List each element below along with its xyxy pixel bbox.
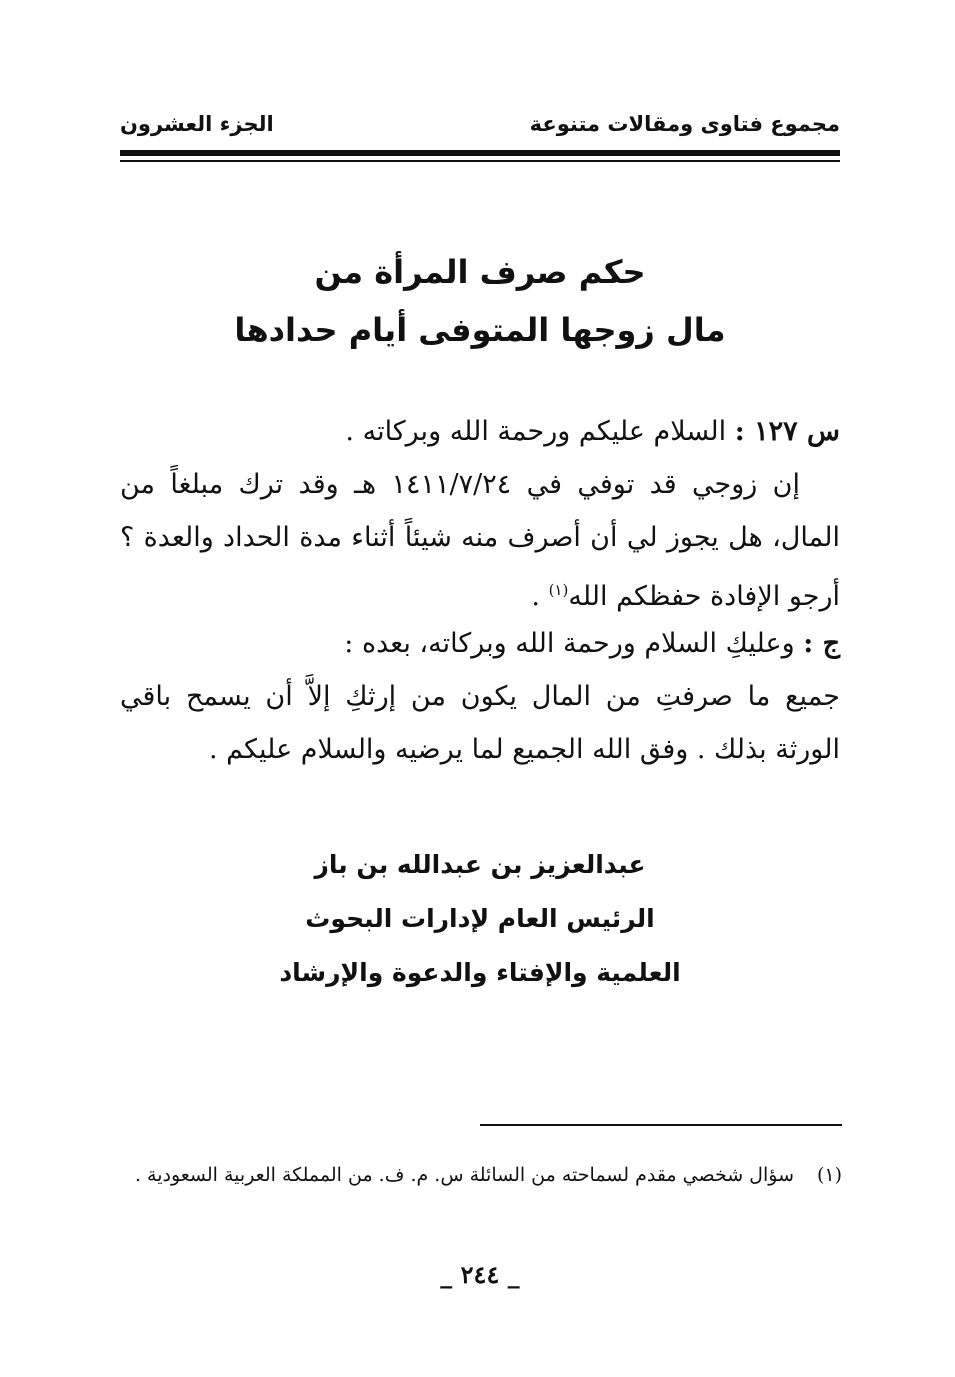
answer-greeting: وعليكِ السلام ورحمة الله وبركاته، بعده : [344, 628, 795, 659]
page-number: _ ٢٤٤ _ [440, 1260, 520, 1289]
title-line-1: حكم صرف المرأة من [314, 253, 646, 291]
fatwa-title [120, 243, 840, 359]
book-title: مجموع فتاوى ومقالات متنوعة [529, 112, 840, 136]
question-end: . [531, 581, 540, 612]
running-header [120, 112, 840, 142]
footnote-number: (١) [816, 1164, 842, 1186]
answer-heading [120, 617, 840, 670]
title-line-2: مال زوجها المتوفى أيام حدادها [234, 311, 726, 349]
signature-title-2: العلمية والإفتاء والدعوة والإرشاد [279, 958, 681, 987]
answer-label: ج : [803, 628, 840, 659]
header-rule-thin [120, 160, 840, 162]
signature-name: عبدالعزيز بن عبدالله بن باز [314, 850, 646, 879]
footnote-text: سؤال شخصي مقدم لسماحته من السائلة س. م. ف. من المملكة العربية السعودية . [134, 1164, 794, 1186]
footnote-reference: (١) [548, 581, 569, 599]
question-text: إن زوجي قد توفي في ١٤١١/٧/٢٤ هـ وقد ترك مبلغاً من المال، هل يجوز لي أن أصرف منه شيئاً أثناء مدة الحداد والعدة ؟ أرجو الإفادة حفظكم الله [120, 469, 840, 612]
footnote [120, 1158, 842, 1192]
question-paragraph [120, 458, 840, 623]
answer-paragraph [120, 670, 840, 776]
volume-label: الجزء العشرون [120, 112, 274, 136]
signature-block [120, 838, 840, 1000]
header-rule-thick [120, 150, 840, 156]
question-heading [120, 405, 840, 458]
footnote-separator [480, 1124, 842, 1126]
question-label: س ١٢٧ : [734, 416, 840, 447]
answer-text: جميع ما صرفتِ من المال يكون من إرثكِ إلاَّ أن يسمح باقي الورثة بذلك . وفق الله الجميع لما يرضيه والسلام عليكم . [120, 681, 840, 765]
question-greeting: السلام عليكم ورحمة الله وبركاته . [345, 416, 727, 447]
signature-title-1: الرئيس العام لإدارات البحوث [305, 904, 655, 933]
